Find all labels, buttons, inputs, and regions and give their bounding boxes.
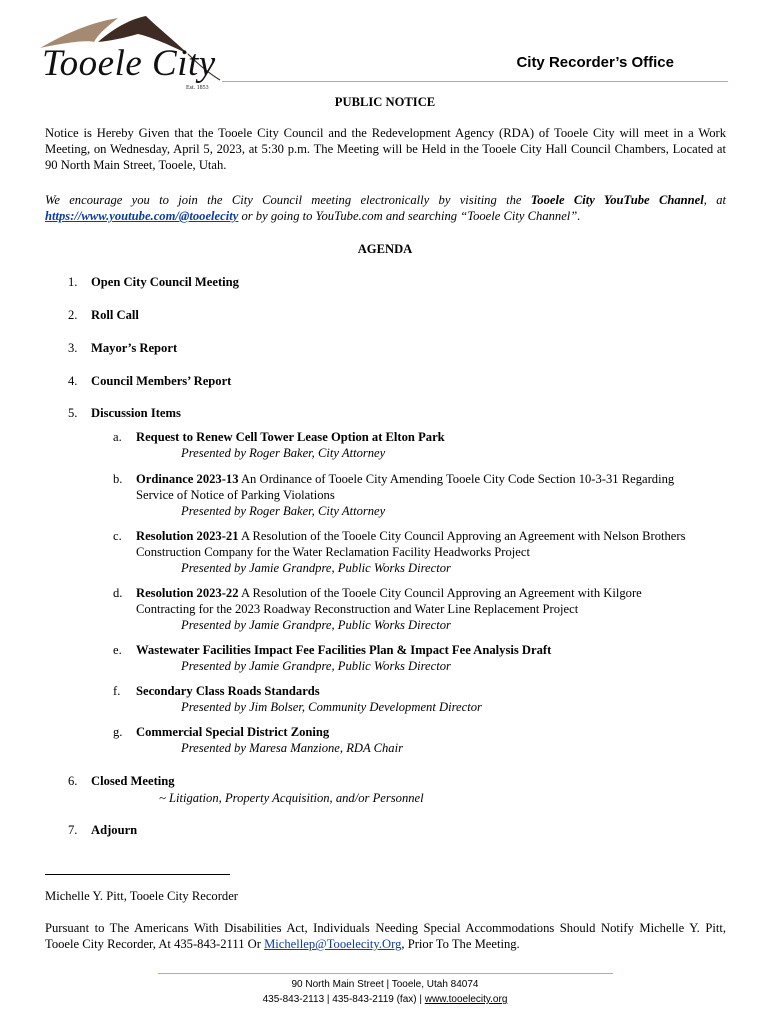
discussion-item-presenter: Presented by Jamie Grandpre, Public Works Director [181,618,451,632]
agenda-item-number: 6. [68,774,78,788]
agenda-title: AGENDA [357,242,413,256]
agenda-item-label: Adjourn [91,823,138,837]
discussion-item-title: Wastewater Facilities Impact Fee Facilities Plan & Impact Fee Analysis Draft [136,643,552,657]
agenda-item-number: 4. [68,374,78,388]
agenda-item-label: Council Members’ Report [91,374,232,388]
agenda-item-label: Open City Council Meeting [91,275,239,289]
footer-address: 90 North Main Street | Tooele, Utah 84074 [291,979,479,990]
closed-meeting-note: ~ Litigation, Property Acquisition, and/or Personnel [159,791,424,805]
agenda-item [0,773,770,789]
website-link[interactable]: www.tooelecity.org [424,994,508,1005]
discussion-item-title: Request to Renew Cell Tower Lease Option at Elton Park [136,430,445,444]
footer-phones: 435-843-2113 | 435-843-2119 (fax) | [262,994,425,1005]
encourage-pre: We encourage you to join the City Council meeting electronically by visiting the [45,193,531,207]
discussion-item-text: A Resolution of the Tooele City Council Approving an Agreement with Nelson Brothers Construction Company for the Water Reclamation Facility Headworks Project [136,529,686,559]
agenda-item-label: Mayor’s Report [91,341,178,355]
agenda-item-label: Discussion Items [91,406,181,420]
header-divider [222,81,728,82]
discussion-item-presenter: Presented by Roger Baker, City Attorney [181,504,386,518]
discussion-item-letter: a. [113,430,122,444]
discussion-item-text: An Ordinance of Tooele City Amending Tooele City Code Section 10-3-31 Regarding Service of Notice of Parking Violations [136,472,675,502]
youtube-link[interactable]: https://www.youtube.com/@tooelecity [45,209,239,223]
discussion-item-letter: e. [113,643,122,657]
office-title: City Recorder’s Office [516,54,674,71]
agenda-item-number: 3. [68,341,78,355]
agenda-item [0,405,770,421]
logo-wordmark: Tooele City [42,43,216,84]
recorder-email-link[interactable]: Michellep@Tooelecity.Org [264,937,402,951]
footer-divider [158,973,613,974]
discussion-item-title: Resolution 2023-21 [136,529,239,543]
agenda-item [0,822,770,838]
agenda-item-number: 5. [68,406,78,420]
agenda-item [0,307,770,323]
ada-notice-end: , Prior To The Meeting. [401,937,520,951]
discussion-item-presenter: Presented by Roger Baker, City Attorney [181,446,386,460]
notice-title: PUBLIC NOTICE [334,95,436,109]
discussion-item-title: Commercial Special District Zoning [136,725,330,739]
agenda-item [0,373,770,389]
discussion-item-title: Resolution 2023-22 [136,586,239,600]
agenda-item-number: 7. [68,823,78,837]
discussion-item-text: A Resolution of the Tooele City Council Approving an Agreement with Kilgore Contracting for the 2023 Roadway Reconstruction and Water Line Replacement Project [136,586,642,616]
ada-notice-text: Pursuant to The Americans With Disabilities Act, Individuals Needing Special Accommodations Should Notify Michelle Y. Pitt, Tooele City Recorder, At 435-843-2111 Or [45,921,726,951]
encourage-mid: , at [703,193,726,207]
youtube-channel-name: Tooele City YouTube Channel [530,193,704,207]
discussion-item-title: Ordinance 2023-13 [136,472,239,486]
discussion-item-title: Secondary Class Roads Standards [136,684,320,698]
encourage-paragraph [45,192,726,224]
agenda-item [0,274,770,290]
discussion-item-letter: g. [113,725,123,739]
signature-name: Michelle Y. Pitt, Tooele City Recorder [45,889,239,903]
discussion-item-presenter: Presented by Jamie Grandpre, Public Works Director [181,561,451,575]
discussion-item-letter: c. [113,529,122,543]
agenda-item [0,340,770,356]
logo-established: Est. 1853 [186,85,209,91]
agenda-item-label: Roll Call [91,308,139,322]
discussion-item-letter: f. [113,684,121,698]
agenda-item-label: Closed Meeting [91,774,175,788]
agenda-item-number: 2. [68,308,78,322]
encourage-post: or by going to YouTube.com and searching “Tooele City Channel”. [238,209,581,223]
intro-paragraph: Notice is Hereby Given that the Tooele City Council and the Redevelopment Agency (RDA) of Tooele City will meet in a Work Meeting, on Wednesday, April 5, 2023, at 5:30 p.m. The Meeting will be Held in the Tooele City Hall Council Chambers, Located at 90 North Main Street, Tooele, Utah. [45,126,726,172]
tooele-city-logo [38,14,223,94]
discussion-item-presenter: Presented by Maresa Manzione, RDA Chair [181,741,403,755]
discussion-item-presenter: Presented by Jim Bolser, Community Development Director [181,700,482,714]
signature-line [45,874,230,875]
footer-contact [0,993,770,1007]
agenda-item-number: 1. [68,275,78,289]
discussion-item-presenter: Presented by Jamie Grandpre, Public Works Director [181,659,451,673]
discussion-item-letter: d. [113,586,123,600]
ada-notice [45,920,726,952]
discussion-item-letter: b. [113,472,123,486]
